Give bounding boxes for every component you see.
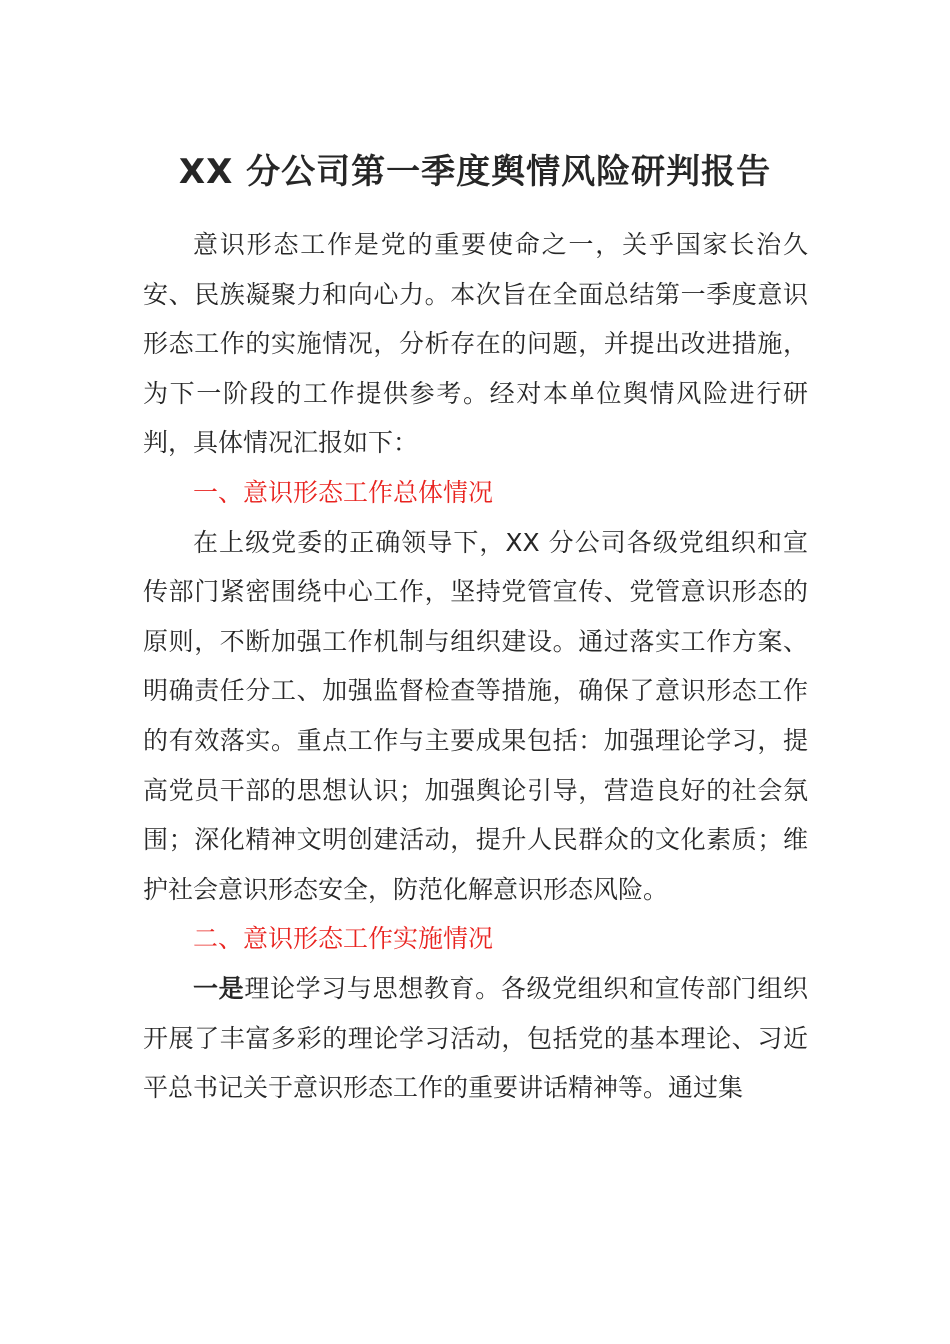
- section-2-text: 理论学习与思想教育。各级党组织和宣传部门组织开展了丰富多彩的理论学习活动，包括党的基本理论、习近平总书记关于意识形态工作的重要讲话精神等。通过集: [143, 973, 808, 1103]
- document-body: [143, 220, 808, 1113]
- section-2-paragraph: [143, 964, 808, 1113]
- section-1-paragraph: 在上级党委的正确领导下，XX 分公司各级党组织和宣传部门紧密围绕中心工作，坚持党管宣传、党管意识形态的原则，不断加强工作机制与组织建设。通过落实工作方案、明确责任分工、加强监督检查等措施，确保了意识形态工作的有效落实。重点工作与主要成果包括：加强理论学习，提高党员干部的思想认识；加强舆论引导，营造良好的社会氛围；深化精神文明创建活动，提升人民群众的文化素质；维护社会意识形态安全，防范化解意识形态风险。: [143, 527, 808, 904]
- section-2-lead: 一是: [193, 973, 245, 1003]
- section-1-heading: 一、意识形态工作总体情况: [193, 477, 494, 507]
- section-2-heading: 二、意识形态工作实施情况: [193, 924, 494, 954]
- intro-paragraph: 意识形态工作是党的重要使命之一，关乎国家长治久安、民族凝聚力和向心力。本次旨在全面总结第一季度意识形态工作的实施情况，分析存在的问题，并提出改进措施，为下一阶段的工作提供参考。经对本单位舆情风险进行研判，具体情况汇报如下：: [143, 230, 808, 458]
- document-title: XX 分公司第一季度舆情风险研判报告: [178, 152, 772, 192]
